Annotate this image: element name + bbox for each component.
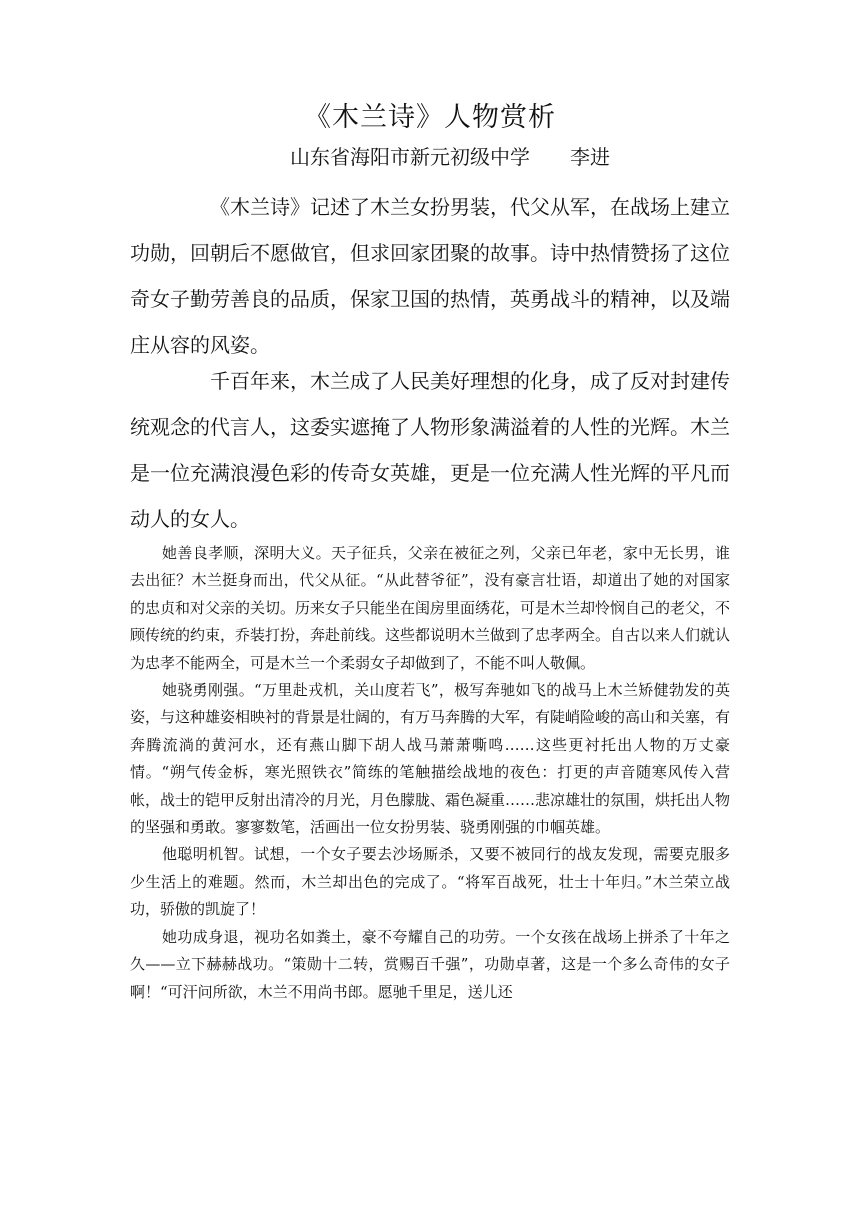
author-school: 山东省海阳市新元初级中学 (290, 145, 530, 169)
body-paragraph-modest: 她功成身退，视功名如粪土，豪不夸耀自己的功劳。一个女孩在战场上拼杀了十年之久——立下赫赫战功。“策勋十二转，赏赐百千强”，功勋卓著，这是一个多么奇伟的女子啊！“可汗问所欲，木兰不用尚书郎。愿驰千里足，送儿还 (130, 927, 730, 1001)
body-paragraph-brave: 她骁勇刚强。“万里赴戎机，关山度若飞”，极写奔驰如飞的战马上木兰矫健勃发的英姿，与这种雄姿相映衬的背景是壮阔的，有万马奔腾的大军，有陡峭险峻的高山和关塞，有奔腾流淌的黄河水，还有燕山脚下胡人战马萧萧嘶鸣……这些更衬托出人物的万丈豪情。“朔气传金柝，寒光照铁衣”简练的笔触描绘战地的夜色：打更的声音随寒风传入营帐，战士的铠甲反射出清冷的月光，月色朦胧、霜色凝重……悲凉雄壮的氛围，烘托出人物的坚强和勇敢。寥寥数笔，活画出一位女扮男装、骁勇刚强的巾帼英雄。 (130, 681, 731, 837)
author-name: 李进 (570, 145, 610, 169)
intro-paragraph-1: 《木兰诗》记述了木兰女扮男装，代父从军，在战场上建立功勋，回朝后不愿做官，但求回家团聚的故事。诗中热情赞扬了这位奇女子勤劳善良的品质，保家卫国的热情，英勇战斗的精神，以及端庄从容的风姿。 (130, 195, 730, 357)
intro-paragraph-2: 千百年来，木兰成了人民美好理想的化身，成了反对封建传统观念的代言人，这委实遮掩了人物形象满溢着的人性的光辉。木兰是一位充满浪漫色彩的传奇女英雄，更是一位充满人性光辉的平凡而动人的女人。 (130, 369, 730, 531)
document-title: 《木兰诗》人物赏析 (304, 102, 556, 133)
body-paragraph-clever: 他聪明机智。试想，一个女子要去沙场厮杀，又要不被同行的战友发现，需要克服多少生活上的难题。然而，木兰却出色的完成了。“将军百战死，壮士十年归。”木兰荣立战功，骄傲的凯旋了！ (130, 845, 730, 919)
author-line (0, 142, 860, 172)
body-text (130, 540, 730, 1006)
body-paragraph-filial: 她善良孝顺，深明大义。天子征兵，父亲在被征之列，父亲已年老，家中无长男，谁去出征？木兰挺身而出，代父从征。“从此替爷征”，没有豪言壮语，却道出了她的对国家的忠贞和对父亲的关切。历来女子只能坐在闺房里面绣花，可是木兰却怜悯自己的老父，不顾传统的约束，乔装打扮，奔赴前线。这些都说明木兰做到了忠孝两全。自古以来人们就认为忠孝不能两全，可是木兰一个柔弱女子却做到了，不能不叫人敬佩。 (130, 544, 731, 672)
